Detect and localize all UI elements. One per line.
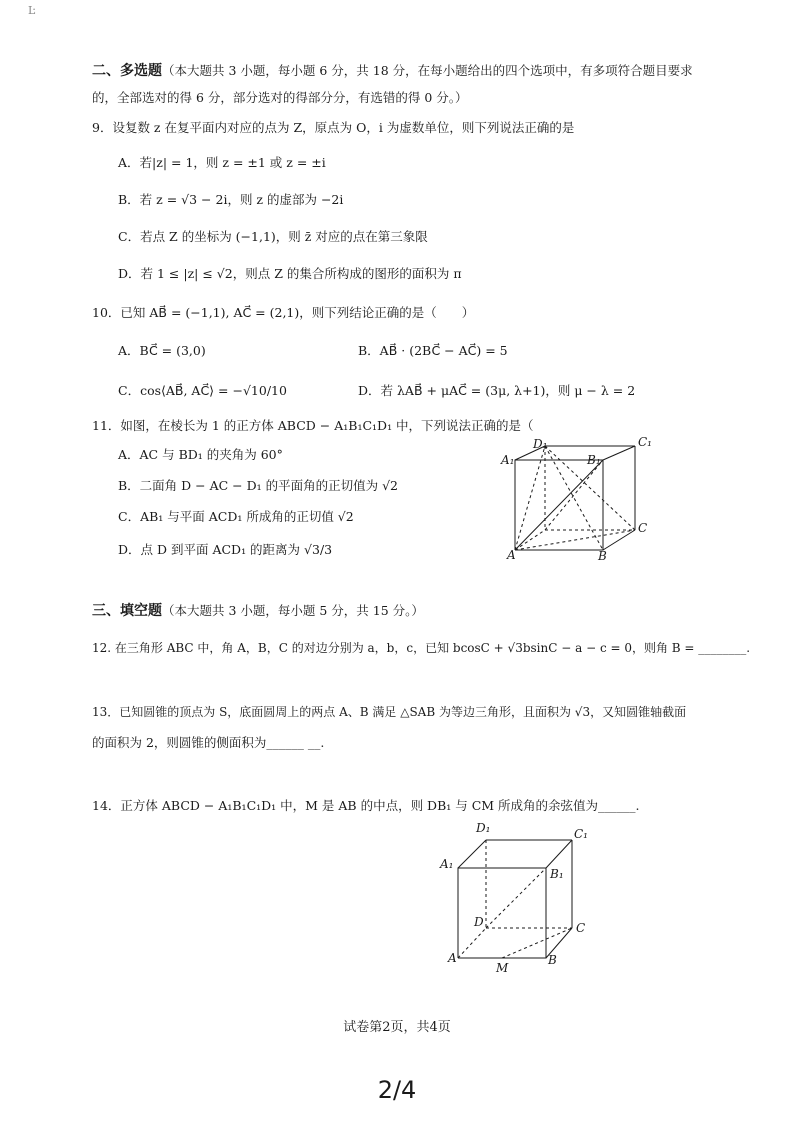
q9-option-d: D．若 1 ≤ |z| ≤ √2，则点 Z 的集合所构成的图形的面积为 π bbox=[118, 266, 462, 281]
q14-label-b1: B₁ bbox=[550, 867, 564, 881]
page-indicator: 2/4 bbox=[377, 1076, 417, 1104]
q10-option-c: C．cos⟨AB⃗, AC⃗⟩ = −√10/10 bbox=[118, 383, 287, 398]
q11-cube-figure bbox=[495, 432, 660, 562]
section2-title: 二、多选题 bbox=[92, 63, 162, 79]
q10-option-b: B．AB⃗ · (2BC⃗ − AC⃗) = 5 bbox=[358, 343, 508, 358]
q10-option-a: A．BC⃗ = (3,0) bbox=[118, 343, 206, 358]
q14-label-d: D bbox=[474, 915, 484, 929]
scan-mark: Ŀ bbox=[28, 4, 36, 17]
q9-option-c: C．若点 Z 的坐标为 (−1,1)，则 z̄ 对应的点在第三象限 bbox=[118, 229, 428, 244]
q14-label-m: M bbox=[496, 961, 509, 975]
q9-stem: 9．设复数 z 在复平面内对应的点为 Z，原点为 O，i 为虚数单位，则下列说法正确的是 bbox=[92, 120, 575, 135]
q9-option-a: A．若|z| = 1，则 z = ±1 或 z = ±i bbox=[118, 155, 326, 170]
q11-option-d: D．点 D 到平面 ACD₁ 的距离为 √3/3 bbox=[118, 542, 333, 557]
section2-note-line2: 的，全部选对的得 6 分，部分选对的得部分分，有选错的得 0 分。） bbox=[92, 90, 468, 105]
q13-line1: 13．已知圆锥的顶点为 S，底面圆周上的两点 A、B 满足 △SAB 为等边三角形，且面积为 √3，又知圆锥轴截面 bbox=[92, 705, 687, 719]
q14-label-a1: A₁ bbox=[440, 857, 454, 871]
section3-title: 三、填空题 bbox=[92, 603, 162, 619]
q14-label-a: A bbox=[448, 951, 457, 965]
section3-note: （本大题共 3 小题，每小题 5 分，共 15 分。） bbox=[162, 603, 424, 618]
section2-note-line1: （本大题共 3 小题，每小题 6 分，共 18 分，在每小题给出的四个选项中，有多项符合题目要求 bbox=[162, 63, 693, 78]
q11-option-a: A．AC 与 BD₁ 的夹角为 60° bbox=[118, 447, 283, 462]
q11-label-c1: C₁ bbox=[638, 435, 652, 449]
q11-label-b: B bbox=[598, 549, 607, 562]
q12-stem: 12. 在三角形 ABC 中，角 A，B，C 的对边分别为 a，b，c，已知 bcosC + √3bsinC − a − c = 0，则角 B = ________. bbox=[92, 641, 751, 655]
q9-option-b: B．若 z = √3 − 2i，则 z 的虚部为 −2i bbox=[118, 192, 344, 207]
q10-option-d: D．若 λAB⃗ + μAC⃗ = (3μ, λ+1)，则 μ − λ = 2 bbox=[358, 383, 636, 398]
section2-heading bbox=[92, 60, 693, 80]
q11-label-c: C bbox=[638, 521, 648, 535]
q11-label-a: A bbox=[507, 548, 516, 562]
q11-stem: 11．如图，在棱长为 1 的正方体 ABCD − A₁B₁C₁D₁ 中，下列说法正确的是（ bbox=[92, 418, 534, 433]
q13-line2: 的面积为 2，则圆锥的侧面积为______ __. bbox=[92, 735, 325, 750]
q14-label-c: C bbox=[576, 921, 586, 935]
page-footer: 试卷第2页，共4页 bbox=[343, 1020, 451, 1035]
q14-label-d1: D₁ bbox=[476, 821, 491, 835]
q11-option-b: B．二面角 D − AC − D₁ 的平面角的正切值为 √2 bbox=[118, 478, 399, 493]
section3-heading bbox=[92, 600, 424, 620]
q14-label-b: B bbox=[548, 953, 557, 967]
q10-stem: 10．已知 AB⃗ = (−1,1), AC⃗ = (2,1)，则下列结论正确的是（ ） bbox=[92, 305, 475, 320]
q14-stem: 14．正方体 ABCD − A₁B₁C₁D₁ 中，M 是 AB 的中点，则 DB₁ 与 CM 所成角的余弦值为______. bbox=[92, 798, 640, 813]
q14-cube-figure bbox=[438, 818, 598, 978]
q11-option-c: C．AB₁ 与平面 ACD₁ 所成角的正切值 √2 bbox=[118, 509, 354, 524]
q14-label-c1: C₁ bbox=[574, 827, 588, 841]
q11-label-a1: A₁ bbox=[501, 453, 515, 467]
q11-label-b1: B₁ bbox=[587, 453, 601, 467]
q11-label-d1: D₁ bbox=[533, 437, 548, 451]
